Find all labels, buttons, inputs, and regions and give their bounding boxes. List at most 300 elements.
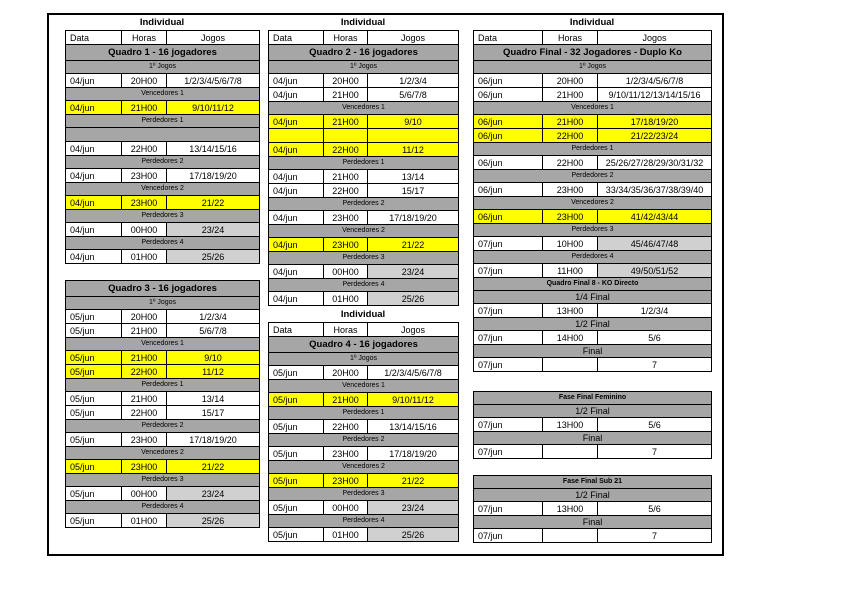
table-row bbox=[66, 169, 260, 183]
section-label-row bbox=[474, 432, 712, 445]
section-label: Perdedores 3 bbox=[269, 252, 459, 265]
cell-horas: 21H00 bbox=[543, 88, 598, 102]
table-row bbox=[66, 324, 260, 338]
cell-data: 04/jun bbox=[269, 211, 324, 225]
table-row bbox=[474, 237, 712, 251]
table-row bbox=[66, 460, 260, 474]
col-header-data: Data bbox=[66, 31, 122, 45]
cell-jogos: 17/18/19/20 bbox=[167, 433, 260, 447]
section-label-row bbox=[474, 489, 712, 502]
cell-jogos: 25/26/27/28/29/30/31/32 bbox=[598, 156, 712, 170]
section-label-row bbox=[474, 405, 712, 418]
heading-col1: Individual bbox=[139, 17, 185, 28]
col-header-jogos: Jogos bbox=[167, 31, 260, 45]
section-label-row bbox=[474, 61, 712, 74]
section-label-row bbox=[66, 237, 260, 250]
cell-horas: 22H00 bbox=[324, 143, 368, 157]
table-row bbox=[269, 474, 459, 488]
cell-jogos: 25/26 bbox=[368, 292, 459, 306]
cell-horas: 21H00 bbox=[122, 351, 167, 365]
cell-data: 05/jun bbox=[66, 406, 122, 420]
cell-data: 05/jun bbox=[66, 487, 122, 501]
table-title-row bbox=[66, 45, 260, 61]
cell-data: 05/jun bbox=[66, 392, 122, 406]
table-row bbox=[66, 250, 260, 264]
table-title: Quadro 4 - 16 jogadores bbox=[269, 337, 459, 353]
col-header-horas: Horas bbox=[324, 323, 368, 337]
cell-horas: 20H00 bbox=[324, 366, 368, 380]
table-row bbox=[474, 331, 712, 345]
table-row bbox=[66, 223, 260, 237]
table-row bbox=[66, 351, 260, 365]
cell-jogos: 23/24 bbox=[368, 265, 459, 279]
section-label-row bbox=[474, 392, 712, 405]
section-label: Perdedores 2 bbox=[269, 434, 459, 447]
section-label: Vencedores 1 bbox=[66, 88, 260, 101]
cell-jogos: 9/10 bbox=[167, 351, 260, 365]
cell-jogos: 5/6/7/8 bbox=[167, 324, 260, 338]
section-label: Perdedores 3 bbox=[474, 224, 712, 237]
col-header-horas: Horas bbox=[122, 31, 167, 45]
table-title-row bbox=[66, 281, 260, 297]
table-title-row bbox=[269, 337, 459, 353]
cell-jogos: 1/2/3/4 bbox=[598, 304, 712, 318]
cell-data: 05/jun bbox=[269, 366, 324, 380]
cell-horas: 01H00 bbox=[324, 292, 368, 306]
section-label: Vencedores 2 bbox=[269, 461, 459, 474]
section-label-row bbox=[66, 183, 260, 196]
cell-horas: 21H00 bbox=[324, 88, 368, 102]
cell-horas: 23H00 bbox=[122, 169, 167, 183]
section-label-row bbox=[474, 170, 712, 183]
table-row bbox=[269, 143, 459, 157]
cell-horas: 21H00 bbox=[122, 324, 167, 338]
section-label: Perdedores 3 bbox=[269, 488, 459, 501]
cell-horas: 21H00 bbox=[122, 392, 167, 406]
section-label: Quadro Final 8 - KO Directo bbox=[474, 278, 712, 291]
section-label: Vencedores 2 bbox=[66, 447, 260, 460]
cell-data: 07/jun bbox=[474, 331, 543, 345]
section-label-row bbox=[269, 380, 459, 393]
section-label-row bbox=[269, 353, 459, 366]
section-label-row bbox=[269, 279, 459, 292]
section-label-row bbox=[66, 115, 260, 128]
section-label: Vencedores 2 bbox=[66, 183, 260, 196]
cell-jogos: 21/22 bbox=[368, 238, 459, 252]
cell-horas: 23H00 bbox=[543, 183, 598, 197]
cell-data: 07/jun bbox=[474, 358, 543, 372]
section-label: Vencedores 2 bbox=[269, 225, 459, 238]
table-row bbox=[474, 445, 712, 459]
cell-horas: 22H00 bbox=[324, 420, 368, 434]
section-label: Vencedores 1 bbox=[269, 380, 459, 393]
cell-horas: 23H00 bbox=[122, 196, 167, 210]
cell-horas: 00H00 bbox=[324, 501, 368, 515]
cell-horas: 21H00 bbox=[324, 115, 368, 129]
cell-jogos: 49/50/51/52 bbox=[598, 264, 712, 278]
section-label-row bbox=[269, 488, 459, 501]
table-title: Quadro 2 - 16 jogadores bbox=[269, 45, 459, 61]
section-label: Perdedores 1 bbox=[474, 143, 712, 156]
cell-data: 07/jun bbox=[474, 237, 543, 251]
cell-jogos: 1/2/3/4 bbox=[368, 74, 459, 88]
section-label: Vencedores 2 bbox=[474, 197, 712, 210]
section-label: Perdedores 4 bbox=[66, 237, 260, 250]
section-label-row bbox=[66, 338, 260, 351]
cell-data: 05/jun bbox=[66, 365, 122, 379]
cell-data: 07/jun bbox=[474, 304, 543, 318]
cell-horas: 00H00 bbox=[324, 265, 368, 279]
table-row bbox=[66, 310, 260, 324]
cell-jogos: 15/17 bbox=[167, 406, 260, 420]
cell-data: 07/jun bbox=[474, 445, 543, 459]
cell-data: 05/jun bbox=[66, 460, 122, 474]
cell-horas: 10H00 bbox=[543, 237, 598, 251]
section-label-row bbox=[66, 379, 260, 392]
table-row bbox=[66, 142, 260, 156]
cell-jogos: 17/18/19/20 bbox=[598, 115, 712, 129]
cell-data: 04/jun bbox=[66, 196, 122, 210]
cell-jogos: 25/26 bbox=[368, 528, 459, 542]
cell-jogos: 5/6/7/8 bbox=[368, 88, 459, 102]
table-row bbox=[269, 170, 459, 184]
col-header-horas: Horas bbox=[543, 31, 598, 45]
section-label: 1º Jogos bbox=[474, 61, 712, 74]
table-title: Quadro 1 - 16 jogadores bbox=[66, 45, 260, 61]
cell-jogos: 13/14/15/16 bbox=[368, 420, 459, 434]
table-row bbox=[66, 487, 260, 501]
table-row bbox=[474, 156, 712, 170]
cell-data bbox=[269, 129, 324, 143]
cell-horas: 11H00 bbox=[543, 264, 598, 278]
section-label: Vencedores 1 bbox=[474, 102, 712, 115]
table-title-row bbox=[474, 45, 712, 61]
cell-jogos: 25/26 bbox=[167, 250, 260, 264]
section-label-row bbox=[474, 224, 712, 237]
section-label: 1/2 Final bbox=[474, 489, 712, 502]
cell-horas: 13H00 bbox=[543, 304, 598, 318]
section-label: Vencedores 1 bbox=[269, 102, 459, 115]
cell-jogos: 21/22 bbox=[167, 460, 260, 474]
table-row bbox=[474, 210, 712, 224]
cell-jogos bbox=[368, 129, 459, 143]
section-label-row bbox=[269, 102, 459, 115]
table-quadro-3 bbox=[65, 280, 260, 528]
cell-data: 04/jun bbox=[66, 169, 122, 183]
cell-data: 07/jun bbox=[474, 418, 543, 432]
section-label-row bbox=[474, 143, 712, 156]
table-row bbox=[66, 196, 260, 210]
cell-horas: 23H00 bbox=[324, 211, 368, 225]
col-header-jogos: Jogos bbox=[598, 31, 712, 45]
section-label-row bbox=[269, 434, 459, 447]
section-label-row bbox=[66, 297, 260, 310]
cell-data: 04/jun bbox=[269, 143, 324, 157]
section-label: Fase Final Sub 21 bbox=[474, 476, 712, 489]
cell-data: 04/jun bbox=[269, 74, 324, 88]
table-row bbox=[66, 365, 260, 379]
table-row bbox=[269, 115, 459, 129]
cell-jogos: 9/10/11/12 bbox=[167, 101, 260, 115]
table-row bbox=[474, 264, 712, 278]
blank-cell bbox=[66, 128, 260, 142]
table-row bbox=[474, 88, 712, 102]
cell-jogos: 1/2/3/4/5/6/7/8 bbox=[368, 366, 459, 380]
cell-jogos: 11/12 bbox=[368, 143, 459, 157]
section-label-row bbox=[474, 278, 712, 291]
cell-jogos: 13/14/15/16 bbox=[167, 142, 260, 156]
table-row bbox=[474, 502, 712, 516]
col-header-jogos: Jogos bbox=[368, 323, 459, 337]
cell-data: 07/jun bbox=[474, 502, 543, 516]
table-row bbox=[269, 211, 459, 225]
cell-data: 04/jun bbox=[269, 265, 324, 279]
col-header-data: Data bbox=[269, 323, 324, 337]
table-row bbox=[474, 183, 712, 197]
section-label-row bbox=[474, 476, 712, 489]
table-row bbox=[269, 447, 459, 461]
col-header-horas: Horas bbox=[324, 31, 368, 45]
column-header-row bbox=[269, 323, 459, 337]
section-label: Final bbox=[474, 432, 712, 445]
section-label-row bbox=[66, 61, 260, 74]
section-label: Fase Final Feminino bbox=[474, 392, 712, 405]
cell-data: 07/jun bbox=[474, 529, 543, 543]
cell-horas: 22H00 bbox=[122, 365, 167, 379]
table-row bbox=[66, 392, 260, 406]
table-row bbox=[66, 406, 260, 420]
section-label-row bbox=[474, 345, 712, 358]
column-header-row bbox=[66, 31, 260, 45]
section-label-row bbox=[474, 102, 712, 115]
table-row bbox=[66, 514, 260, 528]
section-label-row bbox=[66, 156, 260, 169]
cell-horas: 23H00 bbox=[324, 474, 368, 488]
section-label: Perdedores 4 bbox=[66, 501, 260, 514]
cell-horas: 00H00 bbox=[122, 487, 167, 501]
cell-data: 06/jun bbox=[474, 183, 543, 197]
cell-jogos: 33/34/35/36/37/38/39/40 bbox=[598, 183, 712, 197]
cell-data: 04/jun bbox=[269, 238, 324, 252]
cell-jogos: 17/18/19/20 bbox=[368, 211, 459, 225]
cell-horas bbox=[543, 445, 598, 459]
table-row bbox=[474, 304, 712, 318]
cell-jogos: 21/22/23/24 bbox=[598, 129, 712, 143]
cell-jogos: 9/10/11/12 bbox=[368, 393, 459, 407]
cell-horas: 20H00 bbox=[122, 310, 167, 324]
cell-data: 04/jun bbox=[269, 115, 324, 129]
cell-horas: 21H00 bbox=[122, 101, 167, 115]
cell-data: 05/jun bbox=[66, 351, 122, 365]
cell-data: 04/jun bbox=[66, 250, 122, 264]
cell-data: 05/jun bbox=[66, 310, 122, 324]
cell-jogos: 23/24 bbox=[368, 501, 459, 515]
section-label: Final bbox=[474, 345, 712, 358]
cell-data: 04/jun bbox=[66, 74, 122, 88]
table-row bbox=[269, 528, 459, 542]
table-row bbox=[474, 529, 712, 543]
table-row bbox=[269, 88, 459, 102]
table-title: Quadro 3 - 16 jogadores bbox=[66, 281, 260, 297]
cell-horas: 22H00 bbox=[122, 142, 167, 156]
cell-horas: 23H00 bbox=[324, 447, 368, 461]
cell-horas bbox=[324, 129, 368, 143]
table-title: Quadro Final - 32 Jogadores - Duplo Ko bbox=[474, 45, 712, 61]
cell-jogos: 21/22 bbox=[167, 196, 260, 210]
section-label: 1/4 Final bbox=[474, 291, 712, 304]
table-row bbox=[474, 358, 712, 372]
cell-jogos: 9/10/11/12/13/14/15/16 bbox=[598, 88, 712, 102]
cell-horas: 14H00 bbox=[543, 331, 598, 345]
column-header-row bbox=[269, 31, 459, 45]
table-row bbox=[269, 292, 459, 306]
section-label: Perdedores 2 bbox=[269, 198, 459, 211]
table-row bbox=[474, 418, 712, 432]
heading-col2: Individual bbox=[340, 17, 386, 28]
cell-horas: 22H00 bbox=[324, 184, 368, 198]
section-label: Perdedores 4 bbox=[269, 515, 459, 528]
heading-quadro4: Individual bbox=[340, 309, 386, 320]
section-label: Perdedores 1 bbox=[269, 407, 459, 420]
cell-horas: 22H00 bbox=[122, 406, 167, 420]
cell-data: 06/jun bbox=[474, 129, 543, 143]
cell-data: 05/jun bbox=[66, 324, 122, 338]
cell-horas: 01H00 bbox=[122, 250, 167, 264]
cell-data: 06/jun bbox=[474, 88, 543, 102]
cell-jogos: 5/6 bbox=[598, 418, 712, 432]
table-row bbox=[474, 74, 712, 88]
cell-jogos: 1/2/3/4 bbox=[167, 310, 260, 324]
table-row bbox=[269, 129, 459, 143]
cell-data: 05/jun bbox=[66, 433, 122, 447]
cell-data: 04/jun bbox=[269, 184, 324, 198]
section-label: Perdedores 1 bbox=[66, 379, 260, 392]
section-label-row bbox=[474, 516, 712, 529]
section-label: 1º Jogos bbox=[66, 61, 260, 74]
cell-jogos: 13/14 bbox=[368, 170, 459, 184]
cell-data: 06/jun bbox=[474, 156, 543, 170]
table-quadro-final bbox=[473, 30, 712, 372]
cell-horas: 23H00 bbox=[122, 460, 167, 474]
cell-data: 05/jun bbox=[66, 514, 122, 528]
cell-jogos: 7 bbox=[598, 358, 712, 372]
cell-data: 05/jun bbox=[269, 420, 324, 434]
cell-horas: 23H00 bbox=[543, 210, 598, 224]
section-label-row bbox=[66, 501, 260, 514]
cell-jogos: 11/12 bbox=[167, 365, 260, 379]
cell-horas: 20H00 bbox=[543, 74, 598, 88]
table-quadro-1 bbox=[65, 30, 260, 264]
heading-col3: Individual bbox=[569, 17, 615, 28]
cell-data: 06/jun bbox=[474, 210, 543, 224]
cell-horas: 23H00 bbox=[122, 433, 167, 447]
section-label: Perdedores 2 bbox=[474, 170, 712, 183]
cell-data: 05/jun bbox=[269, 528, 324, 542]
cell-jogos: 1/2/3/4/5/6/7/8 bbox=[167, 74, 260, 88]
cell-data: 06/jun bbox=[474, 115, 543, 129]
cell-horas: 21H00 bbox=[324, 170, 368, 184]
cell-data: 04/jun bbox=[66, 223, 122, 237]
table-row bbox=[66, 101, 260, 115]
cell-data: 04/jun bbox=[66, 101, 122, 115]
section-label: Vencedores 1 bbox=[66, 338, 260, 351]
cell-jogos: 9/10 bbox=[368, 115, 459, 129]
table-quadro-4 bbox=[268, 322, 459, 542]
cell-jogos: 13/14 bbox=[167, 392, 260, 406]
cell-horas: 00H00 bbox=[122, 223, 167, 237]
cell-horas: 23H00 bbox=[324, 238, 368, 252]
cell-data: 05/jun bbox=[269, 447, 324, 461]
cell-horas: 01H00 bbox=[324, 528, 368, 542]
table-quadro-2 bbox=[268, 30, 459, 306]
cell-data: 04/jun bbox=[66, 142, 122, 156]
section-label: Perdedores 3 bbox=[66, 210, 260, 223]
cell-data: 04/jun bbox=[269, 292, 324, 306]
table-row bbox=[269, 420, 459, 434]
table-row bbox=[269, 74, 459, 88]
table-row bbox=[269, 265, 459, 279]
section-label-row bbox=[269, 407, 459, 420]
section-label-row bbox=[66, 420, 260, 433]
section-label: Perdedores 2 bbox=[66, 156, 260, 169]
section-label: Final bbox=[474, 516, 712, 529]
cell-horas bbox=[543, 358, 598, 372]
section-label: 1º Jogos bbox=[269, 61, 459, 74]
cell-horas: 22H00 bbox=[543, 129, 598, 143]
cell-horas: 21H00 bbox=[543, 115, 598, 129]
col-header-data: Data bbox=[269, 31, 324, 45]
cell-jogos: 1/2/3/4/5/6/7/8 bbox=[598, 74, 712, 88]
col-header-data: Data bbox=[474, 31, 543, 45]
cell-jogos: 5/6 bbox=[598, 502, 712, 516]
col-header-jogos: Jogos bbox=[368, 31, 459, 45]
section-label-row bbox=[269, 225, 459, 238]
table-row bbox=[269, 366, 459, 380]
cell-horas bbox=[543, 529, 598, 543]
blank-row bbox=[66, 128, 260, 142]
cell-data: 05/jun bbox=[269, 501, 324, 515]
cell-data: 05/jun bbox=[269, 393, 324, 407]
section-label-row bbox=[269, 252, 459, 265]
section-label-row bbox=[269, 61, 459, 74]
table-row bbox=[269, 501, 459, 515]
section-label-row bbox=[269, 198, 459, 211]
section-label-row bbox=[66, 447, 260, 460]
section-label: 1º Jogos bbox=[269, 353, 459, 366]
cell-jogos: 7 bbox=[598, 445, 712, 459]
section-label: Perdedores 4 bbox=[269, 279, 459, 292]
table-fase-final-feminino bbox=[473, 391, 712, 459]
section-label: 1/2 Final bbox=[474, 405, 712, 418]
section-label-row bbox=[269, 157, 459, 170]
table-row bbox=[474, 129, 712, 143]
table-fase-final-sub21 bbox=[473, 475, 712, 543]
cell-horas: 20H00 bbox=[324, 74, 368, 88]
cell-horas: 13H00 bbox=[543, 502, 598, 516]
table-row bbox=[66, 74, 260, 88]
cell-jogos: 17/18/19/20 bbox=[167, 169, 260, 183]
table-title-row bbox=[269, 45, 459, 61]
section-label-row bbox=[66, 210, 260, 223]
section-label: Perdedores 1 bbox=[269, 157, 459, 170]
section-label: Perdedores 1 bbox=[66, 115, 260, 128]
section-label: Perdedores 4 bbox=[474, 251, 712, 264]
cell-data: 07/jun bbox=[474, 264, 543, 278]
section-label: 1º Jogos bbox=[66, 297, 260, 310]
cell-data: 04/jun bbox=[269, 170, 324, 184]
cell-jogos: 23/24 bbox=[167, 487, 260, 501]
cell-horas: 13H00 bbox=[543, 418, 598, 432]
